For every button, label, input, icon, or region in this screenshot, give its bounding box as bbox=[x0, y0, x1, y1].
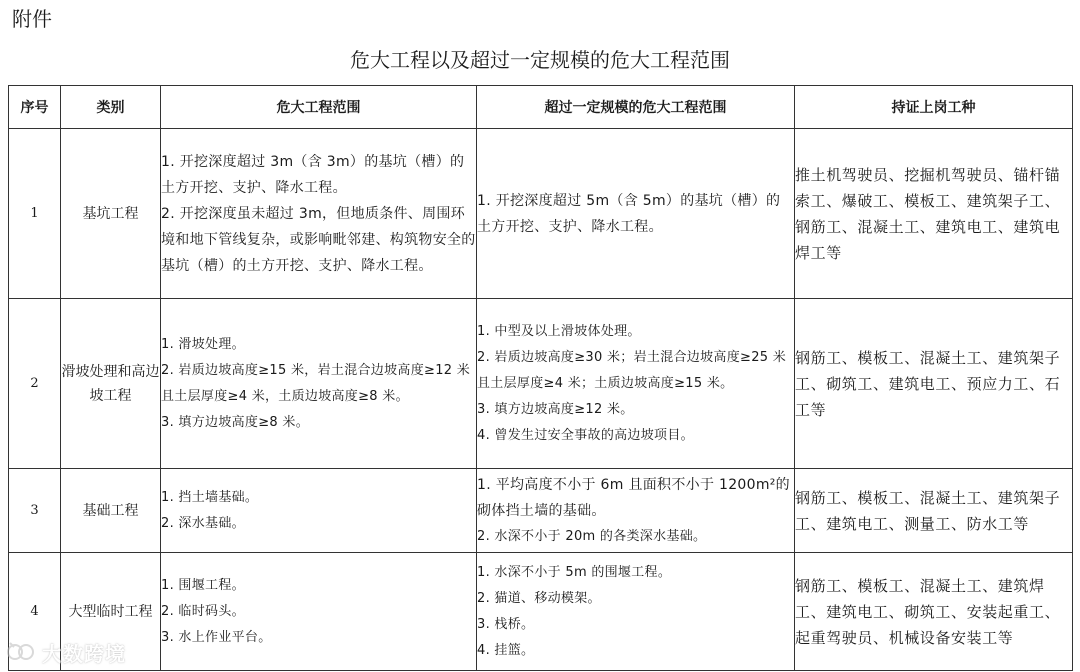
scope-item: 3. 填方边坡高度≥8 米。 bbox=[161, 414, 310, 430]
header-certified-workers: 持证上岗工种 bbox=[795, 86, 1073, 129]
over-scope-item: 2. 岩质边坡高度≥30 米；岩土混合边坡高度≥25 米且土层厚度≥4 米；土质边坡高度≥15 米。 bbox=[477, 349, 787, 391]
table-row bbox=[9, 129, 1073, 299]
table-row bbox=[9, 469, 1073, 553]
scope-item: 2. 深水基础。 bbox=[161, 515, 245, 531]
row-workers: 钢筋工、模板工、混凝土工、建筑架子工、砌筑工、建筑电工、预应力工、石工等 bbox=[795, 299, 1073, 469]
row-workers: 推土机驾驶员、挖掘机驾驶员、锚杆锚索工、爆破工、模板工、建筑架子工、钢筋工、混凝土工、建筑电工、建筑电焊工等 bbox=[795, 129, 1073, 299]
row-workers: 钢筋工、模板工、混凝土工、建筑架子工、建筑电工、测量工、防水工等 bbox=[795, 469, 1073, 553]
scope-item: 1. 开挖深度超过 3m（含 3m）的基坑（槽）的土方开挖、支护、降水工程。 bbox=[161, 153, 465, 196]
watermark bbox=[6, 638, 126, 666]
row-category: 基础工程 bbox=[61, 469, 161, 553]
scope-item: 2. 临时码头。 bbox=[161, 603, 245, 619]
table-row bbox=[9, 299, 1073, 469]
over-scope-item: 1. 开挖深度超过 5m（含 5m）的基坑（槽）的土方开挖、支护、降水工程。 bbox=[477, 192, 781, 235]
over-scope-item: 4. 挂篮。 bbox=[477, 642, 535, 658]
scope-item: 1. 挡土墙基础。 bbox=[161, 489, 259, 505]
header-number: 序号 bbox=[9, 86, 61, 129]
table-row bbox=[9, 553, 1073, 671]
scope-item: 2. 岩质边坡高度≥15 米，岩土混合边坡高度≥12 米且土层厚度≥4 米，土质边坡高度≥8 米。 bbox=[161, 362, 471, 404]
row-category: 滑坡处理和高边坡工程 bbox=[61, 299, 161, 469]
attachment-label: 附件 bbox=[12, 7, 52, 31]
row-number: 4 bbox=[9, 553, 61, 671]
row-scope bbox=[161, 553, 477, 671]
over-scope-item: 2. 猫道、移动模架。 bbox=[477, 590, 601, 606]
hazard-scope-table bbox=[8, 85, 1073, 671]
header-over-scope: 超过一定规模的危大工程范围 bbox=[477, 86, 795, 129]
scope-item: 2. 开挖深度虽未超过 3m，但地质条件、周围环境和地下管线复杂，或影响毗邻建、构筑物安全的基坑（槽）的土方开挖、支护、降水工程。 bbox=[161, 205, 476, 274]
row-over-scope bbox=[477, 129, 795, 299]
row-scope bbox=[161, 469, 477, 553]
over-scope-item: 4. 曾发生过安全事故的高边坡项目。 bbox=[477, 427, 694, 443]
over-scope-item: 2. 水深不小于 20m 的各类深水基础。 bbox=[477, 528, 707, 544]
row-over-scope bbox=[477, 553, 795, 671]
over-scope-item: 3. 填方边坡高度≥12 米。 bbox=[477, 401, 634, 417]
watermark-text: 大数跨境 bbox=[42, 641, 126, 666]
row-number: 1 bbox=[9, 129, 61, 299]
row-scope bbox=[161, 299, 477, 469]
row-number: 3 bbox=[9, 469, 61, 553]
over-scope-item: 3. 栈桥。 bbox=[477, 616, 535, 632]
scope-item: 1. 围堰工程。 bbox=[161, 577, 245, 593]
row-over-scope bbox=[477, 469, 795, 553]
table-header-row bbox=[9, 86, 1073, 129]
row-category: 基坑工程 bbox=[61, 129, 161, 299]
scope-item: 3. 水上作业平台。 bbox=[161, 629, 272, 645]
over-scope-item: 1. 平均高度不小于 6m 且面积不小于 1200m²的砌体挡土墙的基础。 bbox=[477, 476, 790, 519]
row-category: 大型临时工程 bbox=[61, 553, 161, 671]
header-scope: 危大工程范围 bbox=[161, 86, 477, 129]
brand-logo-icon bbox=[6, 639, 36, 665]
row-number: 2 bbox=[9, 299, 61, 469]
scope-item: 1. 滑坡处理。 bbox=[161, 336, 245, 352]
over-scope-item: 1. 中型及以上滑坡体处理。 bbox=[477, 323, 641, 339]
document-title: 危大工程以及超过一定规模的危大工程范围 bbox=[350, 48, 730, 72]
row-scope bbox=[161, 129, 477, 299]
header-category: 类别 bbox=[61, 86, 161, 129]
row-over-scope bbox=[477, 299, 795, 469]
over-scope-item: 1. 水深不小于 5m 的围堰工程。 bbox=[477, 564, 672, 580]
row-workers: 钢筋工、模板工、混凝土工、建筑焊工、建筑电工、砌筑工、安装起重工、起重驾驶员、机械设备安装工等 bbox=[795, 553, 1073, 671]
